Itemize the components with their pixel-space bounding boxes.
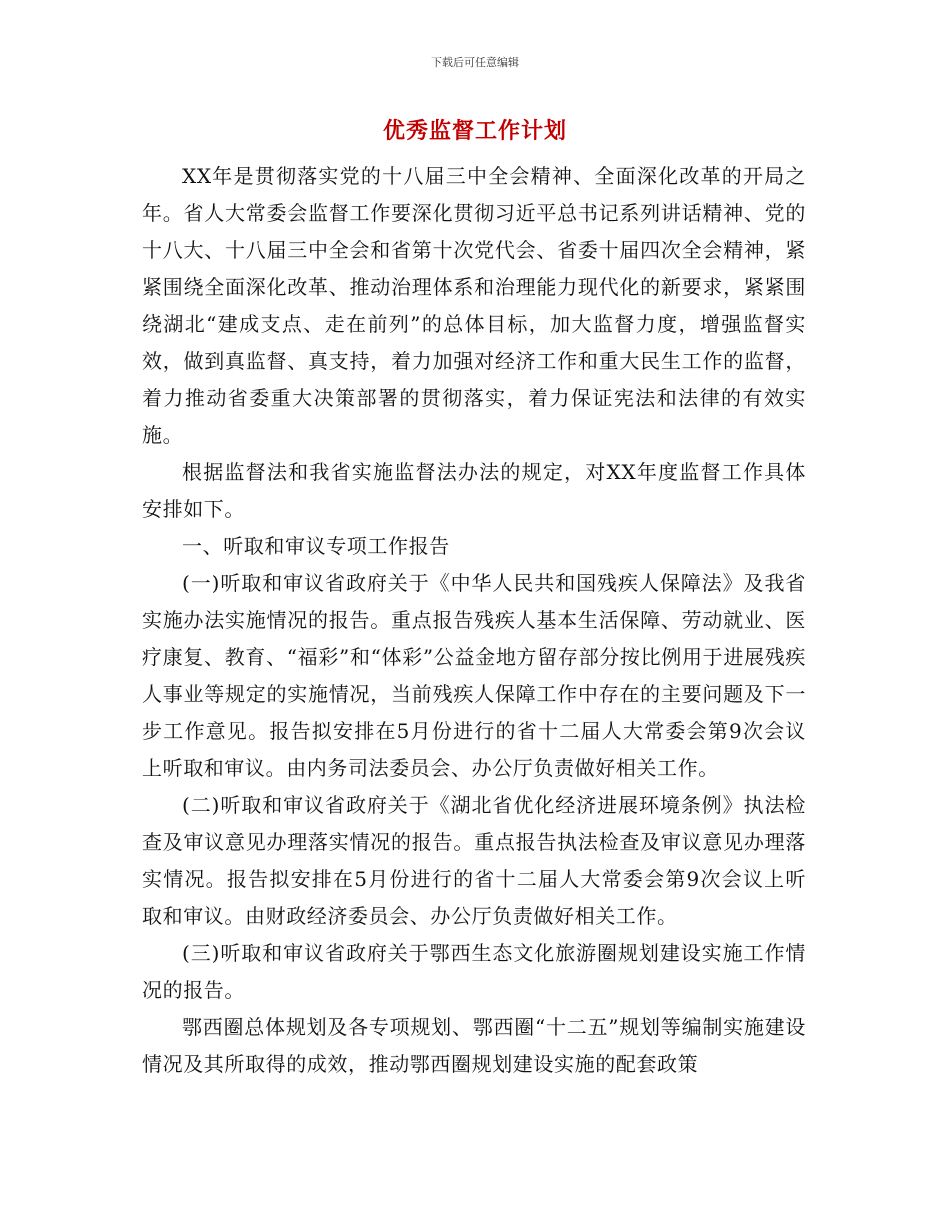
document-body (142, 158, 806, 1083)
section-heading-1: 一、听取和审议专项工作报告 (182, 534, 450, 558)
paragraph-item-3-detail: 鄂西圈总体规划及各专项规划、鄂西圈“十二五”规划等编制实施建设情况及其所取得的成效，推动鄂西圈规划建设实施的配套政策 (142, 1015, 806, 1076)
paragraph-item-1: (一)听取和审议省政府关于《中华人民共和国残疾人保障法》及我省实施办法实施情况的报告。重点报告残疾人基本生活保障、劳动就业、医疗康复、教育、“福彩”和“体彩”公益金地方留存部分按比例用于进展残疾人事业等规定的实施情况，当前残疾人保障工作中存在的主要问题及下一步工作意见。报告拟安排在5月份进行的省十二届人大常委会第9次会议上听取和审议。由内务司法委员会、办公厅负责做好相关工作。 (142, 571, 806, 780)
document-title: 优秀监督工作计划 (382, 119, 567, 144)
header-note: 下载后可任意编辑 (431, 56, 519, 69)
paragraph-arrangement: 根据监督法和我省实施监督法办法的规定，对XX年度监督工作具体安排如下。 (142, 460, 806, 521)
paragraph-item-3: (三)听取和审议省政府关于鄂西生态文化旅游圈规划建设实施工作情况的报告。 (142, 941, 806, 1002)
paragraph-intro: XX年是贯彻落实党的十八届三中全会精神、全面深化改革的开局之年。省人大常委会监督工作要深化贯彻习近平总书记系列讲话精神、党的十八大、十八届三中全会和省第十次党代会、省委十届四次全会精神，紧紧围绕全面深化改革、推动治理体系和治理能力现代化的新要求，紧紧围绕湖北“建成支点、走在前列”的总体目标，加大监督力度，增强监督实效，做到真监督、真支持，着力加强对经济工作和重大民生工作的监督，着力推动省委重大决策部署的贯彻落实，着力保证宪法和法律的有效实施。 (142, 164, 806, 447)
paragraph-item-2: (二)听取和审议省政府关于《湖北省优化经济进展环境条例》执法检查及审议意见办理落实情况的报告。重点报告执法检查及审议意见办理落实情况。报告拟安排在5月份进行的省十二届人大常委会第9次会议上听取和审议。由财政经济委员会、办公厅负责做好相关工作。 (142, 793, 806, 928)
